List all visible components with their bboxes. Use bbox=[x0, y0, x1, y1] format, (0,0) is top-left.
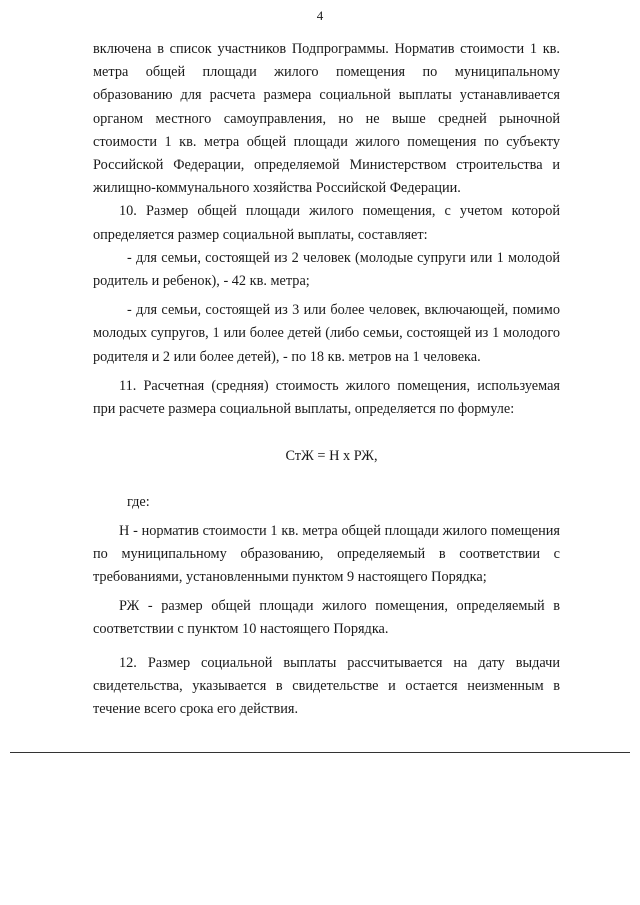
document-body bbox=[93, 38, 560, 721]
paragraph-12: 12. Размер социальной выплаты рассчитывается на дату выдачи свидетельства, указывается в свидетельстве и остается неизменным в течение всего срока его действия. bbox=[93, 654, 560, 718]
formula: СтЖ = Н х РЖ, bbox=[285, 448, 378, 465]
paragraph-10: 10. Размер общей площади жилого помещения, с учетом которой определяется размер социальной выплаты, составляет: bbox=[93, 203, 560, 243]
definition-n: Н - норматив стоимости 1 кв. метра общей площади жилого помещения по муниципальному образованию, определяемый в соответствии с требованиями, установленными пунктом 9 настоящего Порядка; bbox=[93, 522, 560, 586]
formula-where-label: где: bbox=[127, 494, 150, 511]
definition-rzh: РЖ - размер общей площади жилого помещения, определяемый в соответствии с пунктом 10 настоящего Порядка. bbox=[93, 598, 560, 638]
page-number: 4 bbox=[316, 8, 324, 23]
paragraph-10-item-b: - для семьи, состоящей из 3 или более человек, включающей, помимо молодых супругов, 1 или более детей (либо семьи, состоящей из 1 молодого родителя и 2 или более детей), - по 18 кв. метров на 1 человека. bbox=[93, 302, 560, 365]
paragraph-11: 11. Расчетная (средняя) стоимость жилого помещения, используемая при расчете размера социальной выплаты, определяется по формуле: bbox=[93, 377, 560, 418]
horizontal-divider bbox=[10, 752, 630, 753]
paragraph-continuation: включена в список участников Подпрограммы. Норматив стоимости 1 кв. метра общей площади жилого помещения по муниципальному образованию для расчета размера социальной выплаты устанавливается органом местного самоуправления, но не выше средней рыночной стоимости 1 кв. метра общей площади жилого помещения по субъекту Российской Федерации, определяемой Министерством строительства и жилищно-коммунального хозяйства Российской Федерации. bbox=[93, 41, 560, 197]
paragraph-10-item-a: - для семьи, состоящей из 2 человек (молодые супруги или 1 молодой родитель и ребенок), - 42 кв. метра; bbox=[93, 249, 560, 290]
